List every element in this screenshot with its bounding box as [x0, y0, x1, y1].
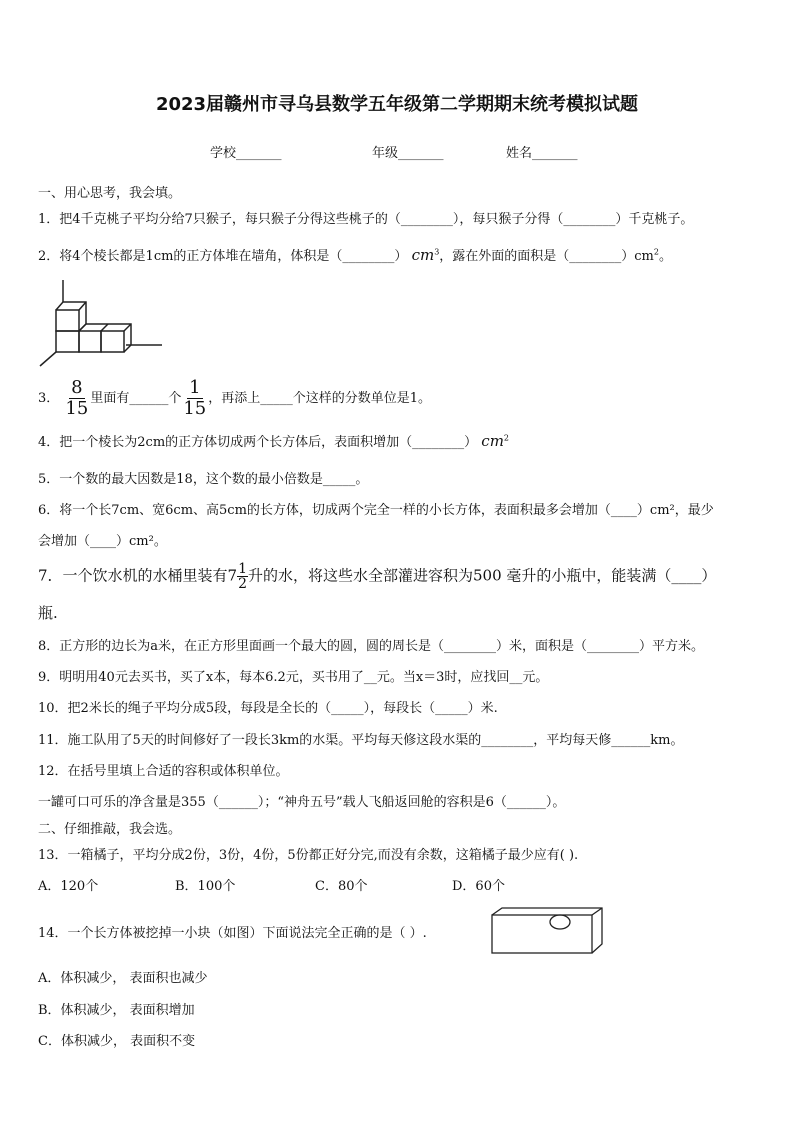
- fraction-denominator: 15: [65, 398, 89, 419]
- question-2-text-a: 2．将4个棱长都是1cm的正方体堆在墙角，体积是（________）: [38, 249, 408, 264]
- cube-stack-figure: [36, 280, 166, 370]
- cuboid-figure: [490, 906, 606, 956]
- fraction-8-15: [65, 378, 88, 419]
- question-12-detail: 一罐可口可乐的净含量是355（______）；“神舟五号”载人飞船返回舱的容积是6（______）。: [38, 795, 566, 810]
- question-12: 12．在括号里填上合适的容积或体积单位。: [38, 764, 289, 779]
- question-2-sup-2: 2: [653, 247, 659, 257]
- question-3-text-b: ，再添上_____个这样的分数单位是1。: [208, 391, 432, 406]
- question-2-sup-1: 3: [434, 247, 440, 257]
- fraction-denominator: 2: [238, 576, 248, 592]
- question-2-text-b: ，露在外面的面积是（________）cm: [439, 249, 654, 264]
- question-8: 8．正方形的边长为a米，在正方形里面画一个最大的圆，圆的周长是（________）米，面积是（________）平方米。: [38, 639, 705, 654]
- question-6-line-2: 会增加（____）cm²。: [38, 534, 167, 549]
- fraction-numerator: 8: [71, 377, 83, 398]
- option-a: A．体积减少， 表面积也减少: [38, 971, 208, 986]
- question-1: 1．把4千克桃子平均分给7只猴子，每只猴子分得这些桃子的（________），每只猴子分得（________）千克桃子。: [38, 212, 694, 227]
- mixed-number-whole: 7: [227, 566, 238, 585]
- question-7-text-a: 7．一个饮水机的水桶里装有: [38, 566, 228, 585]
- question-7-line-2: 瓶.: [38, 604, 58, 622]
- option-a: A．120个: [38, 879, 99, 894]
- option-c: C．体积减少， 表面积不变: [38, 1034, 196, 1049]
- question-2-text-c: 。: [658, 249, 672, 264]
- question-9: 9．明明用40元去买书，买了x本，每本6.2元，买书用了__元。当x＝3时，应找回__元。: [38, 670, 549, 685]
- option-b: B．体积减少， 表面积增加: [38, 1003, 195, 1018]
- question-4-unit: cm: [481, 432, 504, 450]
- question-13: 13．一箱橘子，平均分成2份，3份，4份，5份都正好分完,而没有余数，这箱橘子最少应有( ).: [38, 848, 579, 863]
- fraction-numerator: 1: [189, 377, 201, 398]
- question-4-text: 4．把一个棱长为2cm的正方体切成两个长方体后，表面积增加（________）: [38, 435, 478, 450]
- section-heading-2: 二、仔细推敲，我会选。: [38, 822, 182, 837]
- question-3: [38, 378, 431, 419]
- question-3-number: 3．: [38, 391, 60, 406]
- fraction-1-15: [183, 378, 206, 419]
- fraction-denominator: 15: [183, 398, 207, 419]
- question-6-line-1: 6．将一个长7cm、宽6cm、高5cm的长方体，切成两个完全一样的小长方体，表面积最多会增加（____）cm²，最少: [38, 503, 714, 518]
- page-title: 2023届赣州市寻乌县数学五年级第二学期期末统考模拟试题: [155, 94, 639, 115]
- question-4-sup: 2: [503, 433, 510, 443]
- option-b: B．100个: [175, 879, 236, 894]
- mixed-number-fraction: [237, 562, 248, 591]
- question-2: [38, 245, 672, 264]
- fraction-numerator: 1: [238, 561, 248, 577]
- name-field: 姓名_______: [506, 146, 578, 161]
- question-2-unit-1: cm: [411, 246, 435, 264]
- grade-field: 年级_______: [372, 146, 444, 161]
- question-7-text-b: 升的水，将这些水全部灌进容积为500 毫升的小瓶中，能装满（____）: [248, 566, 717, 585]
- school-field: 学校_______: [210, 146, 282, 161]
- question-11: 11．施工队用了5天的时间修好了一段长3km的水渠。平均每天修这段水渠的________，平均每天修______km。: [38, 733, 684, 748]
- option-c: C．80个: [315, 879, 368, 894]
- question-3-text-a: 里面有______个: [90, 391, 182, 406]
- option-d: D．60个: [452, 879, 505, 894]
- question-10: 10．把2米长的绳子平均分成5段，每段是全长的（_____），每段长（_____）米.: [38, 701, 498, 716]
- question-14: 14．一个长方体被挖掉一小块（如图）下面说法完全正确的是（ ）.: [38, 926, 427, 941]
- question-7-line-1: [38, 562, 716, 591]
- section-heading-1: 一、用心思考，我会填。: [38, 186, 182, 201]
- question-5: 5．一个数的最大因数是18，这个数的最小倍数是_____。: [38, 472, 369, 487]
- question-4: [38, 431, 509, 450]
